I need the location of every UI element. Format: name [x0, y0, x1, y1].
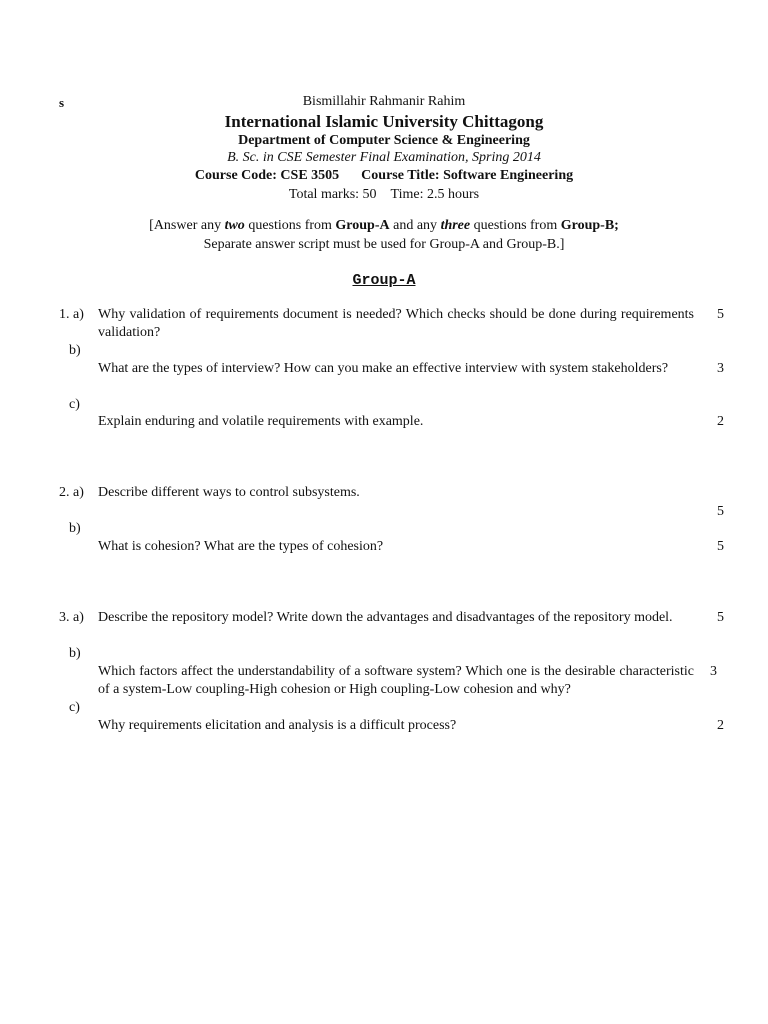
exam-time: Time: 2.5 hours: [390, 187, 480, 202]
question-text: What is cohesion? What are the types of cohesion?: [98, 539, 384, 554]
part-label: b): [69, 343, 81, 358]
stray-mark: s: [59, 95, 65, 110]
question-marks: 2: [717, 414, 724, 429]
total-marks: Total marks: 50: [288, 187, 377, 202]
instr-text: questions from: [244, 218, 336, 233]
question-text: Why requirements elicitation and analysis is a difficult process?: [98, 718, 457, 733]
instr-emphasis: two: [224, 218, 245, 233]
question-text: Why validation of requirements document is needed? Which checks should be done during requirements validation?: [98, 307, 694, 340]
part-label: c): [69, 397, 80, 412]
question-marks: 5: [717, 539, 724, 554]
question-marks: 3: [710, 664, 717, 679]
question-marks: 5: [717, 610, 724, 625]
instr-group-b: Group-B;: [560, 218, 619, 233]
question-text: Explain enduring and volatile requirements with example.: [98, 414, 424, 429]
question-number: 1. a): [59, 307, 84, 322]
course-code: Course Code: CSE 3505: [194, 168, 340, 183]
question-marks: 5: [717, 307, 724, 322]
instr-emphasis: three: [440, 218, 471, 233]
instr-text: and any: [389, 218, 441, 233]
question-text: Which factors affect the understandability of a software system? Which one is the desirable characteristic of a system-Low coupling-High cohesion or High coupling-Low cohesion and why?: [98, 664, 694, 697]
university-name: International Islamic University Chittagong: [224, 112, 544, 131]
bismillah-line: Bismillahir Rahmanir Rahim: [302, 94, 466, 109]
group-title: Group-A: [352, 272, 416, 289]
question-text: What are the types of interview? How can you make an effective interview with system stakeholders?: [98, 361, 669, 376]
part-label: b): [69, 646, 81, 661]
marks-time-line: [0, 187, 768, 203]
department-name: Department of Computer Science & Engineering: [238, 133, 530, 148]
instr-group-a: Group-A: [335, 218, 390, 233]
question-number: 2. a): [59, 485, 84, 500]
instructions-line-1: [0, 218, 768, 234]
instr-text: [Answer any: [149, 218, 225, 233]
question-text: Describe different ways to control subsystems.: [98, 485, 360, 500]
question-marks: 2: [717, 718, 724, 733]
question-marks: 3: [717, 361, 724, 376]
question-number: 3. a): [59, 610, 84, 625]
question-marks: 5: [717, 504, 724, 519]
part-label: b): [69, 521, 81, 536]
exam-title: B. Sc. in CSE Semester Final Examination, Spring 2014: [227, 150, 541, 165]
course-title: Course Title: Software Engineering: [361, 168, 574, 183]
instructions-line-2: Separate answer script must be used for Group-A and Group-B.]: [203, 237, 565, 252]
instr-text: questions from: [470, 218, 561, 233]
part-label: c): [69, 700, 80, 715]
course-line: [0, 168, 768, 184]
question-text: Describe the repository model? Write down the advantages and disadvantages of the repository model.: [98, 610, 673, 625]
